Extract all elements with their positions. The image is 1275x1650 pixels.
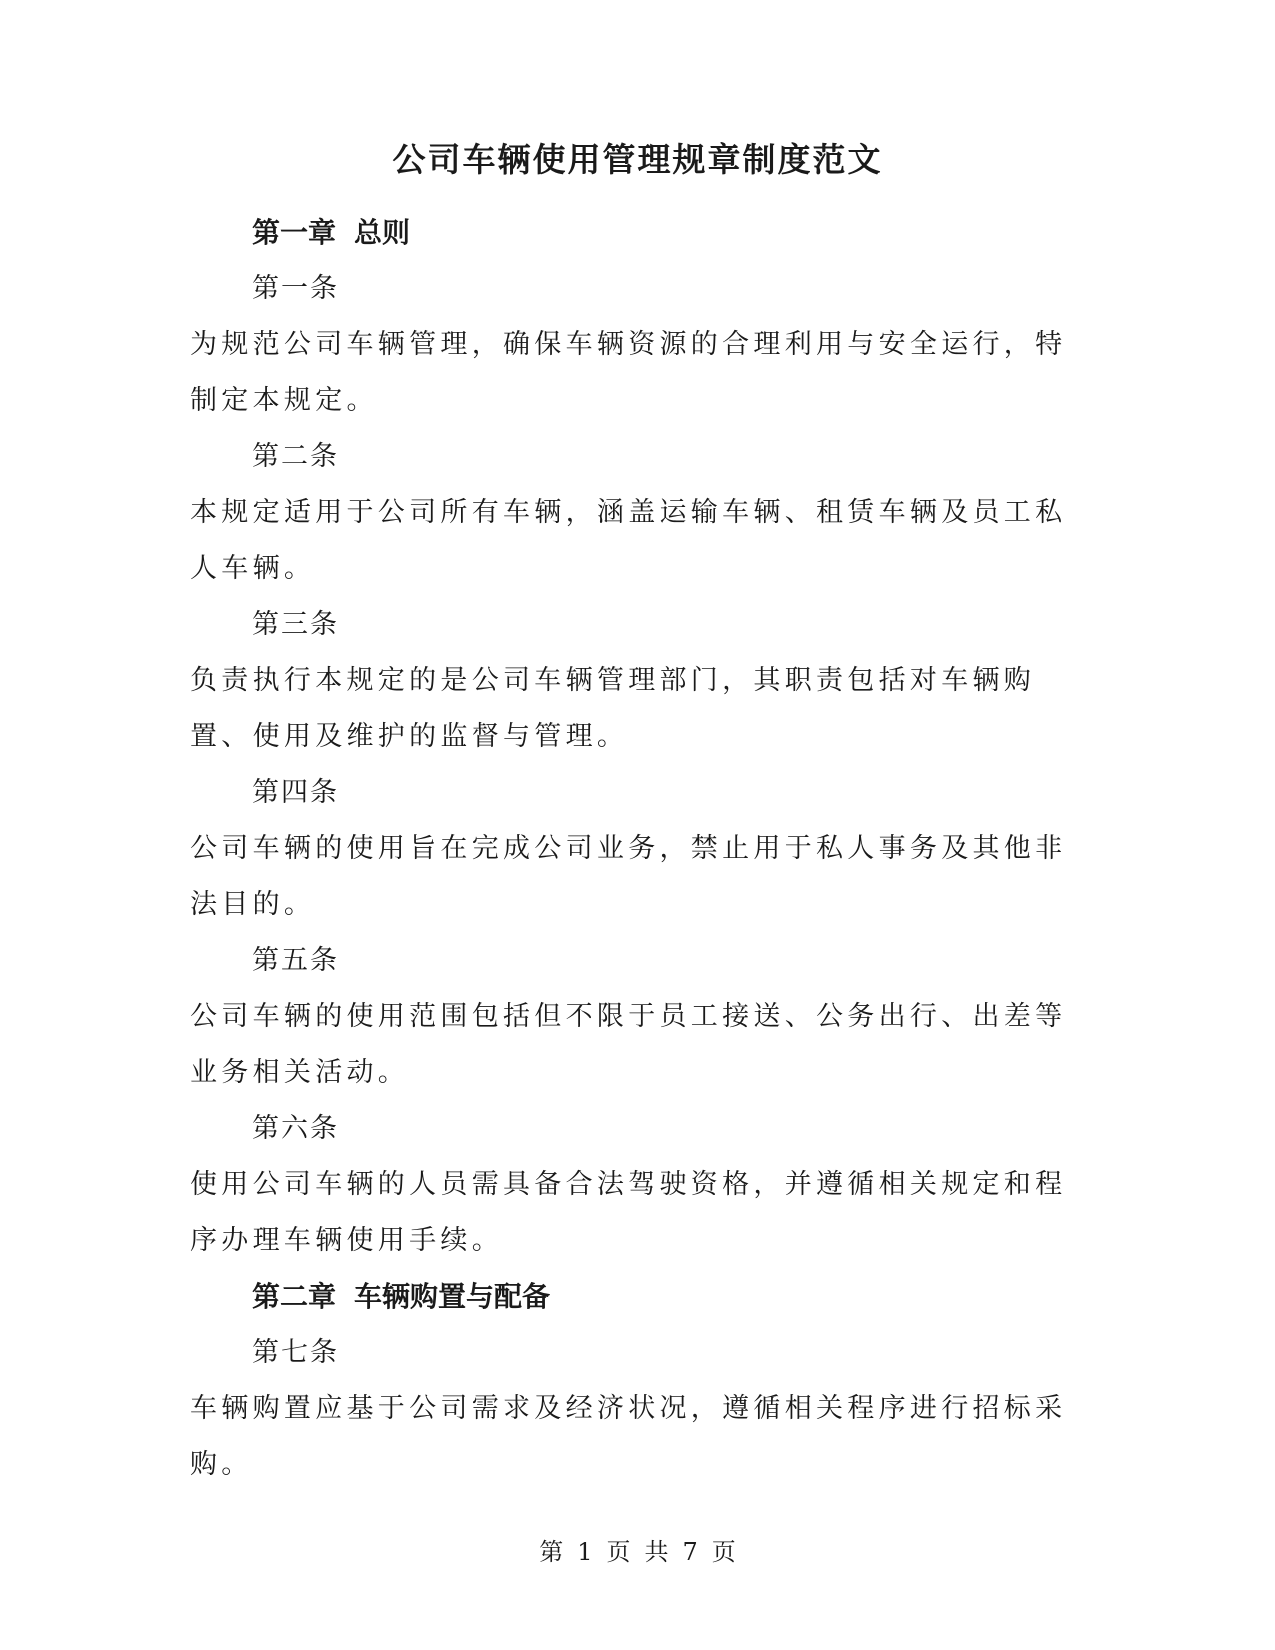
footer-suffix: 页 <box>711 1538 736 1566</box>
article-label: 第二条 <box>252 441 339 473</box>
page-footer <box>0 1538 1275 1567</box>
article-text: 车辆购置应基于公司需求及经济状况，遵循相关程序进行招标采购。 <box>190 1393 1067 1480</box>
article-label: 第五条 <box>252 945 339 977</box>
article-text: 负责执行本规定的是公司车辆管理部门，其职责包括对车辆购置、使用及维护的监督与管理。 <box>190 665 1036 752</box>
document-title: 公司车辆使用管理规章制度范文 <box>392 140 883 179</box>
article-label: 第四条 <box>252 777 339 809</box>
article-label: 第七条 <box>252 1337 339 1369</box>
article-label: 第一条 <box>252 273 339 305</box>
footer-total-prefix: 共 <box>644 1538 669 1566</box>
article-label: 第六条 <box>252 1113 339 1145</box>
chapter-number: 第二章 <box>252 1279 337 1313</box>
chapter-name: 车辆购置与配备 <box>354 1279 551 1313</box>
article-text: 本规定适用于公司所有车辆，涵盖运输车辆、租赁车辆及员工私人车辆。 <box>190 497 1067 584</box>
article-text: 使用公司车辆的人员需具备合法驾驶资格，并遵循相关规定和程序办理车辆使用手续。 <box>190 1169 1067 1256</box>
chapter-heading-1 <box>190 205 1075 261</box>
footer-prefix: 第 <box>539 1538 564 1566</box>
chapter-number: 第一章 <box>252 215 337 249</box>
article-text: 为规范公司车辆管理，确保车辆资源的合理利用与安全运行，特制定本规定。 <box>190 329 1067 416</box>
article-text: 公司车辆的使用旨在完成公司业务，禁止用于私人事务及其他非法目的。 <box>190 833 1067 920</box>
chapter-heading-2 <box>190 1269 1075 1325</box>
article-text: 公司车辆的使用范围包括但不限于员工接送、公务出行、出差等业务相关活动。 <box>190 1001 1067 1088</box>
article-label: 第三条 <box>252 609 339 641</box>
footer-total-pages: 7 <box>682 1538 698 1566</box>
footer-mid: 页 <box>606 1538 631 1566</box>
chapter-name: 总则 <box>354 215 411 249</box>
document-body <box>190 205 1075 1493</box>
footer-current-page: 1 <box>577 1538 593 1566</box>
